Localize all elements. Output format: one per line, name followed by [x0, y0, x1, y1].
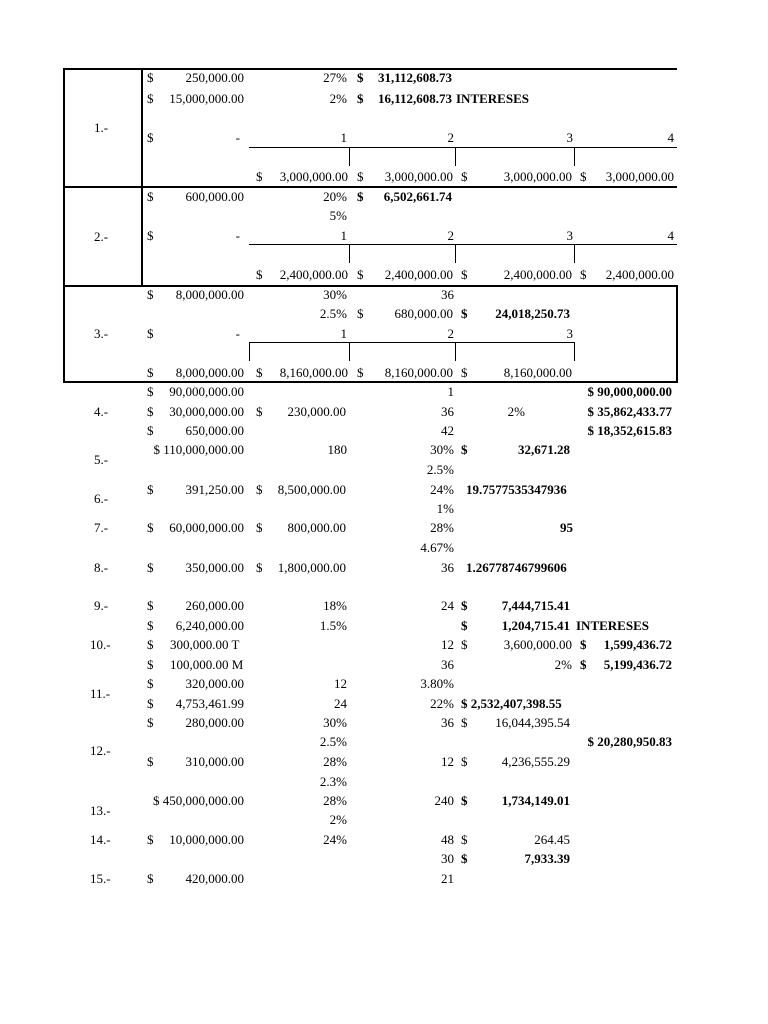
problem-number: 15.- — [90, 871, 111, 886]
currency-symbol: $ — [580, 267, 587, 282]
payment-amount: 2,400,000.00 — [279, 267, 348, 282]
periods: 48 — [441, 832, 454, 847]
amount: 4,753,461.99 — [175, 696, 244, 711]
currency-symbol: $ — [357, 267, 364, 282]
currency-symbol: $ — [256, 482, 263, 497]
currency-symbol: $ — [147, 91, 154, 106]
rate: 3.80% — [420, 676, 454, 691]
rate: 2% — [554, 657, 572, 672]
timeline-period: 2 — [447, 326, 454, 341]
problem-number: 2.- — [94, 229, 109, 244]
result-amount: 31,112,608.73 — [377, 70, 452, 85]
currency-symbol: $ — [256, 560, 263, 575]
amount: 10,000,000.00 — [169, 832, 244, 847]
rate: 30% — [430, 442, 454, 457]
amount: 310,000.00 — [185, 754, 244, 769]
periods: 12 — [334, 676, 347, 691]
amount: 800,000.00 — [287, 520, 346, 535]
problem-number: 14.- — [90, 832, 111, 847]
timeline-3-tick — [455, 342, 456, 361]
amount: 8,000,000.00 — [175, 287, 244, 302]
currency-symbol: $ — [580, 637, 587, 652]
timeline-period: 1 — [340, 326, 347, 341]
amount: $ 110,000,000.00 — [153, 442, 244, 457]
result-amount: 7,933.39 — [524, 851, 570, 866]
currency-symbol: $ — [357, 306, 364, 321]
currency-symbol: $ — [357, 189, 364, 204]
currency-symbol: $ — [461, 267, 468, 282]
periods: 36 — [441, 560, 454, 575]
payment-amount: 8,000,000.00 — [175, 365, 244, 380]
amount: 250,000.00 — [185, 70, 244, 85]
timeline-2-tick — [574, 244, 575, 263]
amount: - — [235, 228, 240, 243]
periods: 36 — [441, 657, 454, 672]
problem-number: 5.- — [94, 452, 109, 467]
amount: 90,000,000.00 — [169, 384, 244, 399]
currency-symbol: $ — [461, 618, 468, 633]
currency-symbol: $ — [147, 832, 154, 847]
currency-symbol: $ — [147, 365, 154, 380]
currency-symbol: $ — [256, 169, 263, 184]
amount: 300,000.00 T — [170, 637, 240, 652]
amount: 420,000.00 — [185, 871, 244, 886]
periods: 24 — [441, 598, 454, 613]
amount: 260,000.00 — [185, 598, 244, 613]
payment-amount: 8,160,000.00 — [503, 365, 572, 380]
amount: 391,250.00 — [185, 482, 244, 497]
periods: 36 — [441, 287, 454, 302]
problem-number: 10.- — [90, 637, 111, 652]
problem-number: 4.- — [94, 404, 109, 419]
rate: 2% — [329, 812, 347, 827]
timeline-2-axis — [249, 244, 677, 245]
problem-1-inner-divider — [141, 69, 143, 187]
timeline-2-tick — [455, 244, 456, 263]
problem-number: 12.- — [90, 743, 111, 758]
currency-symbol: $ — [147, 637, 154, 652]
payment-amount: 2,400,000.00 — [384, 267, 453, 282]
currency-symbol: $ — [256, 520, 263, 535]
currency-symbol: $ — [580, 657, 587, 672]
currency-symbol: $ — [147, 482, 154, 497]
result-amount: $ 18,352,615.83 — [587, 423, 672, 438]
currency-symbol: $ — [147, 189, 154, 204]
rate: 28% — [323, 793, 347, 808]
currency-symbol: $ — [147, 520, 154, 535]
rate: 30% — [323, 287, 347, 302]
amount: 1,800,000.00 — [277, 560, 346, 575]
amount: - — [235, 130, 240, 145]
amount: 320,000.00 — [185, 676, 244, 691]
timeline-period: 1 — [340, 228, 347, 243]
amount: 16,044,395.54 — [495, 715, 570, 730]
currency-symbol: $ — [147, 130, 154, 145]
currency-symbol: $ — [461, 365, 468, 380]
result-amount: $ 35,862,433.77 — [587, 404, 672, 419]
rate: 4.67% — [420, 540, 454, 555]
result-amount: 1,204,715.41 — [501, 618, 570, 633]
periods: 180 — [327, 442, 347, 457]
rate: 28% — [323, 754, 347, 769]
currency-symbol: $ — [147, 326, 154, 341]
result-amount: $ 2,532,407,398.55 — [461, 696, 562, 711]
result-value: 19.7577535347936 — [466, 482, 567, 497]
rate: 2% — [507, 404, 525, 419]
result-amount: $ 20,280,950.83 — [587, 734, 672, 749]
amount: 6,240,000.00 — [175, 618, 244, 633]
currency-symbol: $ — [357, 70, 364, 85]
currency-symbol: $ — [461, 754, 468, 769]
problem-number: 1.- — [94, 120, 109, 135]
currency-symbol: $ — [147, 754, 154, 769]
result-amount: $ 90,000,000.00 — [587, 384, 672, 399]
amount: 680,000.00 — [394, 306, 453, 321]
amount: 650,000.00 — [185, 423, 244, 438]
rate: 1% — [436, 501, 454, 516]
currency-symbol: $ — [147, 404, 154, 419]
payment-amount: 3,000,000.00 — [605, 169, 674, 184]
rate: 2% — [329, 91, 347, 106]
amount: 15,000,000.00 — [169, 91, 244, 106]
currency-symbol: $ — [147, 696, 154, 711]
currency-symbol: $ — [461, 715, 468, 730]
rate: 24% — [323, 832, 347, 847]
rate: 2.3% — [319, 774, 347, 789]
problem-number: 7.- — [94, 520, 109, 535]
currency-symbol: $ — [147, 560, 154, 575]
rate: 2.5% — [426, 462, 454, 477]
currency-symbol: $ — [256, 267, 263, 282]
amount: 600,000.00 — [185, 189, 244, 204]
timeline-3-tick — [249, 342, 250, 361]
amount: 230,000.00 — [287, 404, 346, 419]
currency-symbol: $ — [461, 793, 468, 808]
rate: 22% — [430, 696, 454, 711]
rate: 24% — [430, 482, 454, 497]
result-amount: 5,199,436.72 — [603, 657, 672, 672]
amount: 8,500,000.00 — [277, 482, 346, 497]
timeline-1-axis — [249, 147, 677, 148]
timeline-3-tick — [574, 342, 575, 361]
payment-amount: 3,000,000.00 — [384, 169, 453, 184]
currency-symbol: $ — [147, 287, 154, 302]
currency-symbol: $ — [256, 404, 263, 419]
currency-symbol: $ — [147, 676, 154, 691]
timeline-period: 4 — [667, 228, 674, 243]
currency-symbol: $ — [147, 715, 154, 730]
rate: 1.5% — [319, 618, 347, 633]
payment-amount: 2,400,000.00 — [503, 267, 572, 282]
timeline-period: 4 — [667, 130, 674, 145]
amount: 3,600,000.00 — [503, 637, 572, 652]
rate: 28% — [430, 520, 454, 535]
currency-symbol: $ — [147, 384, 154, 399]
amount: 100,000.00 M — [170, 657, 244, 672]
result-value: 1.26778746799606 — [466, 560, 567, 575]
currency-symbol: $ — [357, 365, 364, 380]
timeline-period: 2 — [447, 130, 454, 145]
timeline-period: 2 — [447, 228, 454, 243]
currency-symbol: $ — [357, 169, 364, 184]
result-amount: 24,018,250.73 — [495, 306, 570, 321]
payment-amount: 8,160,000.00 — [279, 365, 348, 380]
rate: 27% — [323, 70, 347, 85]
amount: 280,000.00 — [185, 715, 244, 730]
timeline-3-tick — [349, 342, 350, 361]
result-amount: 16,112,608.73 — [377, 91, 452, 106]
timeline-2-tick — [349, 244, 350, 263]
interest-label: INTERESES — [456, 91, 529, 106]
periods: 42 — [441, 423, 454, 438]
timeline-3-axis — [249, 342, 575, 343]
rate: 2.5% — [319, 306, 347, 321]
currency-symbol: $ — [461, 169, 468, 184]
periods: 12 — [441, 637, 454, 652]
result-amount: 6,502,661.74 — [383, 189, 452, 204]
payment-amount: 3,000,000.00 — [279, 169, 348, 184]
periods: 36 — [441, 715, 454, 730]
problem-number: 6.- — [94, 491, 109, 506]
rate: 5% — [329, 208, 347, 223]
problem-number: 8.- — [94, 560, 109, 575]
currency-symbol: $ — [461, 637, 468, 652]
currency-symbol: $ — [461, 598, 468, 613]
problem-number: 3.- — [94, 326, 109, 341]
currency-symbol: $ — [461, 306, 468, 321]
timeline-1-tick — [349, 147, 350, 166]
currency-symbol: $ — [147, 657, 154, 672]
currency-symbol: $ — [461, 851, 468, 866]
amount: $ 450,000,000.00 — [153, 793, 244, 808]
problem-2-inner-divider — [141, 187, 143, 286]
amount: 60,000,000.00 — [169, 520, 244, 535]
periods: 1 — [447, 384, 454, 399]
rate: 2.5% — [319, 734, 347, 749]
timeline-1-tick — [455, 147, 456, 166]
amount: - — [235, 326, 240, 341]
rate: 30% — [323, 715, 347, 730]
amount: 30,000,000.00 — [169, 404, 244, 419]
periods: 24 — [334, 696, 347, 711]
rate: 18% — [323, 598, 347, 613]
timeline-period: 3 — [566, 228, 573, 243]
currency-symbol: $ — [147, 423, 154, 438]
payment-amount: 8,160,000.00 — [384, 365, 453, 380]
currency-symbol: $ — [461, 442, 468, 457]
periods: 12 — [441, 754, 454, 769]
problem-number: 9.- — [94, 598, 109, 613]
rate: 20% — [323, 189, 347, 204]
payment-amount: 2,400,000.00 — [605, 267, 674, 282]
result-amount: 7,444,715.41 — [501, 598, 570, 613]
currency-symbol: $ — [147, 618, 154, 633]
currency-symbol: $ — [147, 598, 154, 613]
timeline-period: 3 — [566, 326, 573, 341]
currency-symbol: $ — [256, 365, 263, 380]
result-amount: 32,671.28 — [518, 442, 570, 457]
problem-number: 13.- — [90, 803, 111, 818]
currency-symbol: $ — [580, 169, 587, 184]
result-amount: 1,599,436.72 — [603, 637, 672, 652]
currency-symbol: $ — [147, 70, 154, 85]
result-value: 95 — [560, 520, 573, 535]
currency-symbol: $ — [461, 832, 468, 847]
problem-number: 11.- — [90, 686, 111, 701]
amount: 4,236,555.29 — [501, 754, 570, 769]
interest-label: INTERESES — [576, 618, 649, 633]
periods: 30 — [441, 851, 454, 866]
currency-symbol: $ — [357, 91, 364, 106]
result-amount: 1,734,149.01 — [501, 793, 570, 808]
currency-symbol: $ — [147, 228, 154, 243]
timeline-1-tick — [574, 147, 575, 166]
currency-symbol: $ — [147, 871, 154, 886]
periods: 36 — [441, 404, 454, 419]
periods: 21 — [441, 871, 454, 886]
timeline-period: 1 — [340, 130, 347, 145]
amount: 350,000.00 — [185, 560, 244, 575]
payment-amount: 3,000,000.00 — [503, 169, 572, 184]
timeline-period: 3 — [566, 130, 573, 145]
periods: 240 — [434, 793, 454, 808]
amount: 264.45 — [534, 832, 570, 847]
